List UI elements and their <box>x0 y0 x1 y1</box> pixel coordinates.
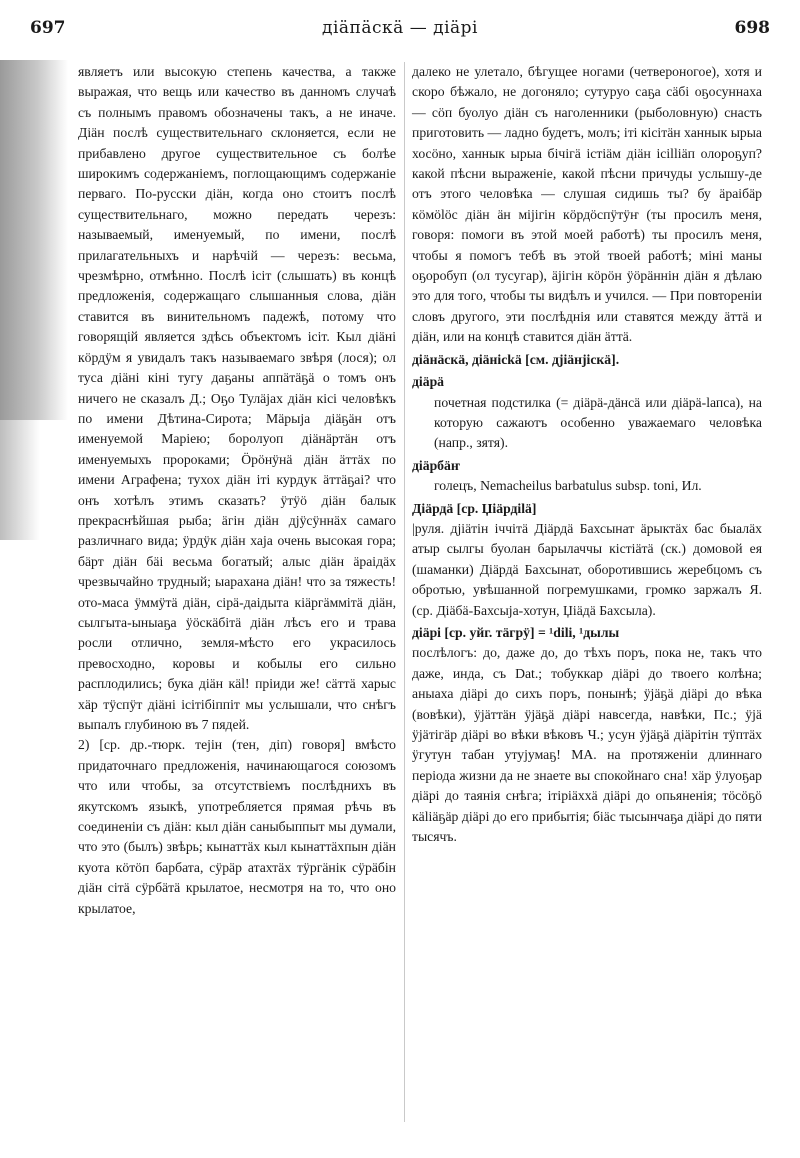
right-column <box>412 62 762 847</box>
entry-definition: послѣлогъ: до, даже до, до тѣхъ поръ, пока не, такъ что даже, инда, съ Dat.; тобуккар діäрі до твоего колѣна; аныаха діäрі до сихъ поръ, понынѣ; ÿјäҕä діäрі до вѣка (вовѣки), ÿјäттäн ÿјäҕä діäрі навсегда, навѣки, Пс.; ÿјä ÿјäтігäр діäрі во вѣки вѣковъ Ч.; усун ÿјäҕä діäрітін тÿптäх ÿгутун табан утујумаҕ! МА. на протяженіи длиннаго періода жизни да не знаете вы спокойнаго сна! хäр ÿлуоҕар діäрі до таянія снѣга; ітіріäххä діäрі до опьяненія; тöсöҕö кälіäҕäр діäрі до его прибытія; біäс тысынчаҕа діäрі до пяти тысячъ. <box>412 645 762 845</box>
left-page-number: 697 <box>30 18 66 38</box>
dictionary-entry <box>412 372 762 454</box>
left-column <box>78 62 396 919</box>
entry-headword: діäнäскä, діäнісkä [см. дјіäнјіскä]. <box>412 351 620 367</box>
dictionary-entry <box>412 499 762 621</box>
dictionary-entry <box>412 350 762 370</box>
right-intro-paragraph: далеко не улетало, бѣгущее ногами (четвероногое), хотя и скоро бѣжало, не догоняло; сутуруо саҕа сäбі оҕосуннаха — сöп буолуо діäн съ наголенники (рыболовную) снасть приготовить — ладно будетъ, молъ; іті кісітäн ханнык ырыа хосöно, ханнык ырыа бічігä істіäм діäн ісіllіäп олороҕуп? какой пѣсни выраженіе, какой пѣсни причуды услышу-де отъ этого человѣка — слушая сидишь ты? бу äраібäр кöмölöс діäн äн міјігін кöрдöспÿтÿҥ (ты просилъ меня, говоря: помоги въ этой моей работѣ) ты просилъ меня, чтобы я помогъ тебѣ въ этой твоей работѣ; міні маны оҕоробуп (ол тусугар), äјігін кöрöн ÿöрäннін діäн я дѣлаю это для того, чтобы ты видѣлъ и учился. — При повтореніи словъ другого, эти послѣднія или ставятся между äттä и діäн, или на концѣ ставится діäн äттä. <box>412 64 763 345</box>
column-divider <box>404 62 405 1122</box>
dictionary-entry <box>412 456 762 497</box>
running-title: діäпäскä — діäрі <box>322 18 478 38</box>
dictionary-entry <box>412 623 762 847</box>
right-page-number: 698 <box>734 18 770 38</box>
entry-headword: діäрі [ср. уйг. тäгрÿ] = ¹dili, ¹дылы <box>412 624 620 640</box>
entry-definition: почетная подстилка (= діäрä-дäнсä или діäрä-lапса), на которую сажаютъ особенно уважаемаго человѣка (напр., зятя). <box>434 394 762 451</box>
scan-page-edge-shadow-lower <box>0 420 40 540</box>
entry-definition: |руля. дјіäтін іччітä Діäрдä Бахсынат äрыктäх бас быалäх атыр сылгы буолан барылаччы кістіäтä (ск.) домовой ея (шаманки) Діäрдä Бахсынат, оборотившись жеребцомъ съ обротью, увѣшанной погремушками, громко заржалъ Я. (ср. Діäбä-Бахсыја-хотун, Џіäдä Бахсыла). <box>412 520 762 618</box>
entry-definition: голецъ, Nemacheilus barbatulus subsp. toni, Ил. <box>434 478 702 494</box>
entry-headword: Діäрдä [ср. Џіäрдіlä] <box>412 500 537 516</box>
entry-headword: діäрä <box>412 374 445 390</box>
page-header <box>30 14 770 44</box>
left-paragraph-2: 2) [ср. др.-тюрк. теjін (тен, діп) говоря] вмѣсто придаточнаго предложенія, начинающагося союзомъ что или чтобы, за отсутствіемъ послѣднихъ въ якутскомъ языкѣ, употребляется прямая рѣчь въ соединеніи съ діäн: кыл діäн саныбыппыт мы думали, что это (былъ) звѣрь; кынаттäх кыл кынаттäхпын діäн куота кöтöп барбата, сÿрäр атахтäх тÿргäнік сÿрäбін діäн сітä сÿрбäтä крылатое, несмотря на то, что оно крылатое, <box>78 737 396 916</box>
scan-page-edge-shadow <box>0 60 68 420</box>
entry-headword: діäрбäҥ <box>412 457 460 473</box>
left-paragraph-1: являетъ или высокую степень качества, а также выражая, что вещь или качество въ данномъ случаѣ съ полнымъ правомъ обозначены такъ, а не иначе. Діäн послѣ существительнаго склоняется, если не прибавлено другое существительное съ болѣе широкимъ содержаніемъ, поглощающимъ содержаніе перваго. По-русски діäн, когда оно стоитъ послѣ существительнаго, можно передать черезъ: называемый, именуемый, по имени, послѣ прилагательныхъ и нарѣчій — черезъ: весьма, чрезмѣрно, отмѣнно. Послѣ ісіт (слышать) въ концѣ предложенія, содержащаго слышанныя слова, діäн ставится въ винительномъ падежѣ, потому что говорящій является здѣсь объектомъ ісіт. Кыл діäні кöрдÿм я увидалъ такъ называемаго звѣря (лося); ол туса діäні кіні тугу даҕаны аппäтäҕä о томъ онъ ничего не сказалъ Д.; Оҕо Тулäјах діäн кісі человѣкъ по имени Дѣтина-Сирота; Мäрыја діäҕäн отъ именуемой Маріею; боролуоп діäнäртäн отъ именуемыхъ пророками; Öрöнÿнä діäн äттäх по имени Аграфена; тухох діäн іті курдук äттäҕаі? что онъ хотѣлъ этимъ сказать? ÿтÿö діäн балык прекраснѣйшая рыба; äгін діäн дјÿсÿннäх самаго различнаго вида; ÿрдÿк діäн хаја очень высокая гора; бäрт діäн бäі весьма богатый; алыс діäн äраідäх чрезвычайно трудный; ыарахана діäн! что за тяжесть! ото-маса ÿммÿтä діäн, сірä-даідыта кіäргäммітä діäн, сылгыта-ыныаҕа ÿöскäбітä діäн лѣсъ его и трава росли отлично, земля-мѣсто его украсилось превосходно, коровы и кобылы его сильно расплодились; бука діäн кäl! пріиди же! сäттä харыс хäр тÿспÿт діäні ісітібіппіт мы услышали, что снѣгъ выпалъ глубиною въ 7 пядей. <box>78 64 396 732</box>
